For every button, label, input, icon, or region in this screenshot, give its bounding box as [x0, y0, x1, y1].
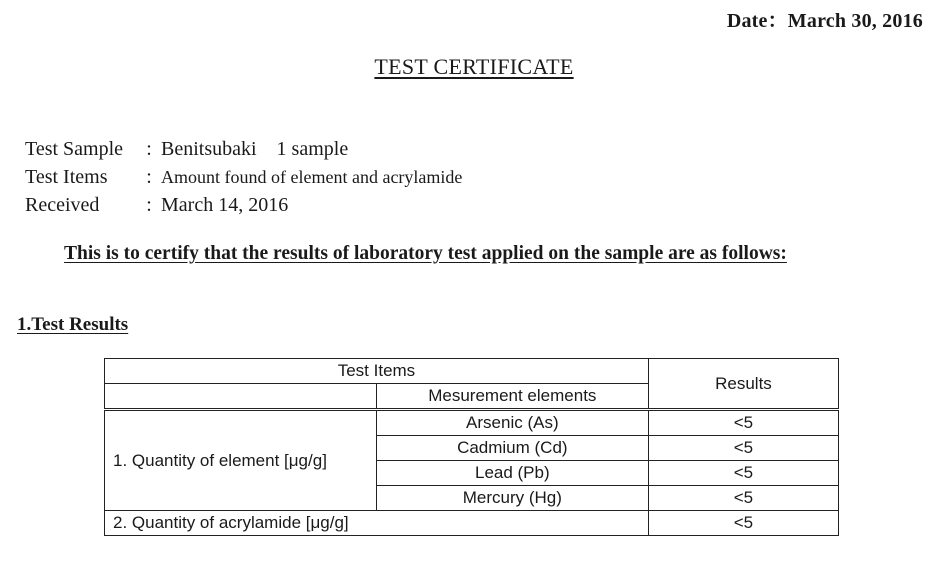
table-row — [105, 511, 839, 536]
received-value: March 14, 2016 — [161, 194, 289, 216]
element-name: Cadmium (Cd) — [376, 436, 648, 461]
element-result: <5 — [648, 461, 838, 486]
test-sample-row — [25, 135, 462, 163]
table-header-row — [105, 359, 839, 384]
sample-info — [25, 135, 462, 219]
element-name: Mercury (Hg) — [376, 486, 648, 511]
separator: : — [146, 194, 152, 216]
group-element-label: 1. Quantity of element [μg/g] — [105, 410, 377, 511]
section-title: 1.Test Results — [17, 314, 129, 335]
test-items-value: Amount found of element and acrylamide — [161, 167, 463, 187]
test-items-label: Test Items — [25, 166, 108, 188]
received-row — [25, 191, 462, 219]
test-items-row — [25, 163, 462, 191]
test-sample-label: Test Sample — [25, 138, 124, 160]
element-name: Lead (Pb) — [376, 461, 648, 486]
table-row — [105, 410, 839, 436]
header-blank — [105, 384, 377, 410]
results-table — [104, 358, 839, 536]
test-sample-value: Benitsubaki 1 sample — [161, 138, 349, 160]
header-results: Results — [648, 359, 838, 410]
certificate-title: TEST CERTIFICATE — [374, 54, 574, 79]
header-test-items: Test Items — [105, 359, 649, 384]
element-result: <5 — [648, 436, 838, 461]
separator: : — [146, 138, 152, 160]
element-result: <5 — [648, 410, 838, 436]
received-label: Received — [25, 194, 100, 216]
acrylamide-result: <5 — [648, 511, 838, 536]
header-measurement-elements: Mesurement elements — [376, 384, 648, 410]
separator: : — [146, 166, 152, 188]
certify-statement: This is to certify that the results of laboratory test applied on the sample are as follows: — [64, 243, 787, 264]
element-name: Arsenic (As) — [376, 410, 648, 436]
element-result: <5 — [648, 486, 838, 511]
group-acrylamide-label: 2. Quantity of acrylamide [μg/g] — [105, 511, 649, 536]
certificate-date: Date：March 30, 2016 — [726, 10, 923, 32]
